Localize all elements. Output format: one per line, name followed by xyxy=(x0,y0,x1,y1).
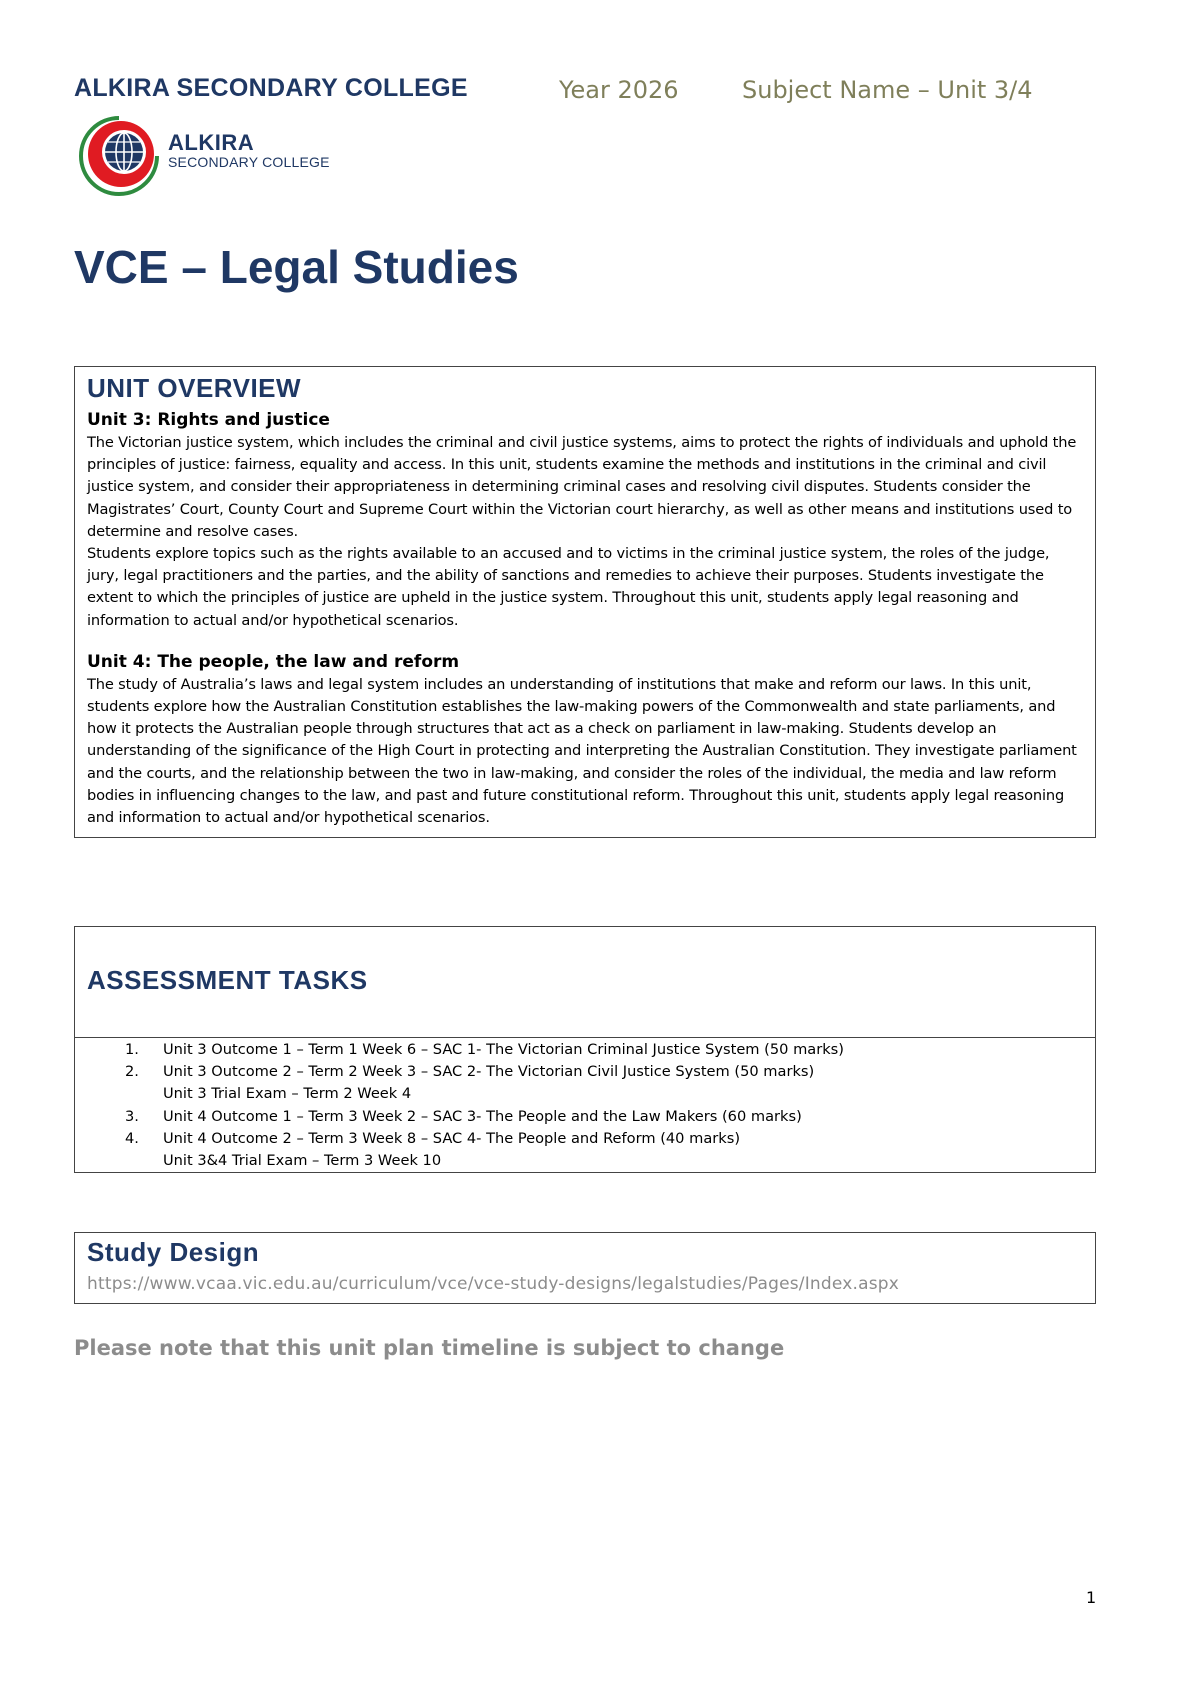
logo-wordmark: ALKIRA xyxy=(168,130,255,155)
page-header xyxy=(74,74,1100,108)
task-text: Unit 4 Outcome 1 – Term 3 Week 2 – SAC 3- The People and the Law Makers (60 marks) xyxy=(163,1107,802,1125)
unit-overview-box xyxy=(74,366,1096,838)
list-item xyxy=(125,1106,844,1128)
task-number: 4. xyxy=(125,1129,139,1147)
unit-3-heading: Unit 3: Rights and justice xyxy=(87,410,330,430)
page-number: 1 xyxy=(1086,1588,1097,1607)
unit-4-heading: Unit 4: The people, the law and reform xyxy=(87,651,460,672)
globe-logo-icon xyxy=(74,112,164,198)
task-text: Unit 3 Outcome 2 – Term 2 Week 3 – SAC 2- The Victorian Civil Justice System (50 marks) xyxy=(163,1063,815,1081)
task-number: 2. xyxy=(125,1063,139,1081)
task-text: Unit 3 Trial Exam – Term 2 Week 4 xyxy=(163,1085,412,1103)
study-design-heading: Study Design xyxy=(87,1237,260,1267)
task-text: Unit 3 Outcome 1 – Term 1 Week 6 – SAC 1- The Victorian Criminal Justice System (50 marks) xyxy=(163,1041,844,1058)
list-item xyxy=(125,1083,844,1105)
task-text: Unit 4 Outcome 2 – Term 3 Week 8 – SAC 4- The People and Reform (40 marks) xyxy=(163,1129,741,1147)
assessment-divider xyxy=(75,1037,1095,1038)
year-label: Year 2026 xyxy=(559,76,679,104)
document-title: VCE – Legal Studies xyxy=(74,241,519,293)
subject-label: Subject Name – Unit 3/4 xyxy=(742,76,1033,104)
assessment-task-list xyxy=(125,1039,844,1172)
unit-3-paragraph-1: The Victorian justice system, which includes the criminal and civil justice systems, aims to protect the rights of individuals and uphold the principles of justice: fairness, equality and access. In this unit, students examine the methods and institutions in the criminal and civil justice system, and consider their appropriateness in determining criminal cases and resolving civil disputes. Students consider the Magistrates’ Court, County Court and Supreme Court within the Victorian court hierarchy, as well as other means and institutions used to determine and resolve cases. xyxy=(87,434,1077,540)
task-text: Unit 3&4 Trial Exam – Term 3 Week 10 xyxy=(163,1152,442,1170)
task-number: 1. xyxy=(125,1041,139,1058)
assessment-heading: ASSESSMENT TASKS xyxy=(87,965,368,995)
study-design-box xyxy=(74,1232,1096,1304)
list-item xyxy=(125,1128,844,1150)
list-item xyxy=(125,1061,844,1083)
logo-subtitle: SECONDARY COLLEGE xyxy=(168,154,330,170)
assessment-tasks-box xyxy=(74,926,1096,1173)
school-name: ALKIRA SECONDARY COLLEGE xyxy=(74,74,468,102)
study-design-link[interactable]: https://www.vcaa.vic.edu.au/curriculum/vce/vce-study-designs/legalstudies/Pages/Index.aspx xyxy=(87,1274,900,1294)
list-item xyxy=(125,1150,844,1172)
timeline-note: Please note that this unit plan timeline is subject to change xyxy=(74,1336,785,1360)
unit-overview-heading: UNIT OVERVIEW xyxy=(87,373,302,403)
unit-3-paragraph-2: Students explore topics such as the rights available to an accused and to victims in the criminal justice system, the roles of the judge, jury, legal practitioners and the parties, and the ability of sanctions and remedies to achieve their purposes. Students investigate the extent to which the principles of justice are upheld in the justice system. Throughout this unit, students apply legal reasoning and information to actual and/or hypothetical scenarios. xyxy=(87,545,1050,629)
unit-4-paragraph-1: The study of Australia’s laws and legal system includes an understanding of institutions that make and reform our laws. In this unit, students explore how the Australian Constitution establishes the law-making powers of the Commonwealth and state parliaments, and how it protects the Australian people through structures that act as a check on parliament in law-making. Students develop an understanding of the significance of the High Court in protecting and interpreting the Australian Constitution. They investigate parliament and the courts, and the relationship between the two in law-making, and consider the roles of the individual, the media and law reform bodies in influencing changes to the law, and past and future constitutional reform. Throughout this unit, students apply legal reasoning and information to actual and/or hypothetical scenarios. xyxy=(87,675,1077,827)
list-item xyxy=(125,1039,844,1061)
school-logo xyxy=(74,112,334,198)
task-number: 3. xyxy=(125,1107,139,1125)
